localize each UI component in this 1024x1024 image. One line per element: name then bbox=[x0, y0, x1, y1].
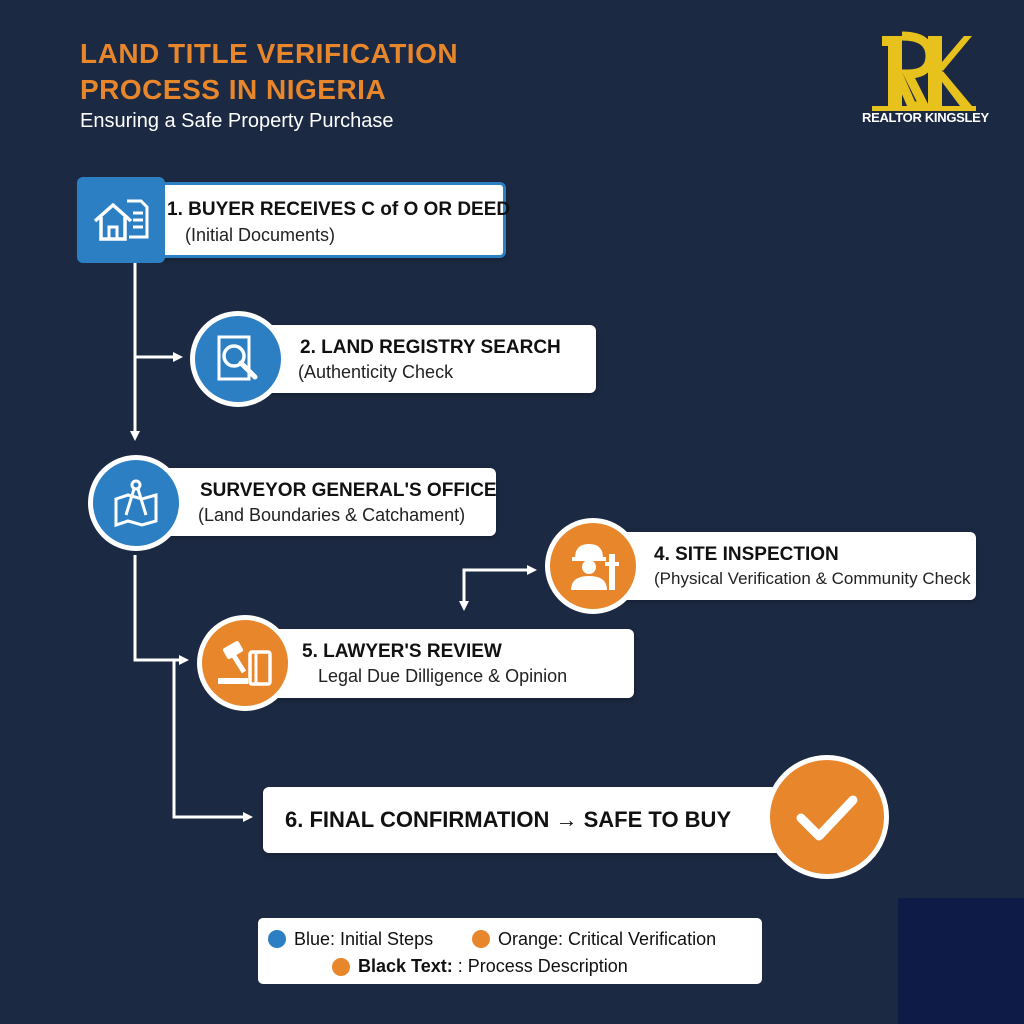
legend-blue-dot bbox=[268, 930, 286, 948]
step-3-title: SURVEYOR GENERAL'S OFFICE bbox=[200, 480, 497, 501]
step-5-icon-circle bbox=[197, 615, 293, 711]
step-1-icon-tile bbox=[77, 177, 165, 263]
step-5-card bbox=[250, 629, 634, 698]
legend-black-dot bbox=[332, 958, 350, 976]
step-6-card bbox=[263, 787, 823, 853]
page-subtitle: Ensuring a Safe Property Purchase bbox=[80, 110, 394, 132]
step-5-desc: Legal Due Dilligence & Opinion bbox=[318, 666, 568, 686]
corner-block bbox=[898, 898, 1024, 1024]
legend bbox=[258, 918, 762, 984]
gavel-icon bbox=[216, 638, 274, 688]
step-2-icon-circle bbox=[190, 311, 286, 407]
step-3-icon-circle bbox=[88, 455, 184, 551]
step-4-card bbox=[600, 532, 976, 600]
legend-black-label-rest: : Process Description bbox=[452, 956, 628, 976]
step-1-card bbox=[150, 182, 511, 258]
step-2-title: 2. LAND REGISTRY SEARCH bbox=[300, 337, 561, 358]
step-1-desc: (Initial Documents) bbox=[185, 225, 336, 245]
document-search-icon bbox=[213, 333, 263, 385]
house-document-icon bbox=[91, 195, 151, 245]
step-4-title: 4. SITE INSPECTION bbox=[654, 544, 839, 565]
legend-black-label bbox=[358, 956, 628, 977]
legend-orange-label: Orange: Critical Verification bbox=[498, 929, 717, 949]
legend-blue-label: Blue: Initial Steps bbox=[294, 929, 434, 949]
step-5-title: 5. LAWYER'S REVIEW bbox=[302, 641, 502, 662]
step-6-title: 6. FINAL CONFIRMATION → SAFE TO BUY bbox=[285, 807, 732, 832]
step-2-card bbox=[248, 325, 596, 393]
title-line-1: LAND TITLE VERIFICATION bbox=[80, 38, 459, 69]
legend-orange-dot bbox=[472, 930, 490, 948]
checkmark-icon bbox=[795, 792, 859, 842]
step-4-icon-circle bbox=[545, 518, 641, 614]
worker-icon bbox=[565, 540, 621, 592]
compass-map-icon bbox=[110, 477, 162, 529]
logo-name: REALTOR KINGSLEY bbox=[862, 110, 989, 125]
step-1-title: 1. BUYER RECEIVES C of O OR DEED bbox=[167, 199, 511, 220]
step-6-icon-circle bbox=[765, 755, 889, 879]
step-4-desc: (Physical Verification & Community Check bbox=[654, 569, 971, 588]
step-3-card bbox=[150, 468, 496, 536]
legend-black-label-bold: Black Text: bbox=[358, 956, 453, 976]
step-2-desc: (Authenticity Check bbox=[298, 362, 454, 382]
title-line-2: PROCESS IN NIGERIA bbox=[80, 74, 387, 105]
step-3-desc: (Land Boundaries & Catchament) bbox=[198, 505, 466, 525]
